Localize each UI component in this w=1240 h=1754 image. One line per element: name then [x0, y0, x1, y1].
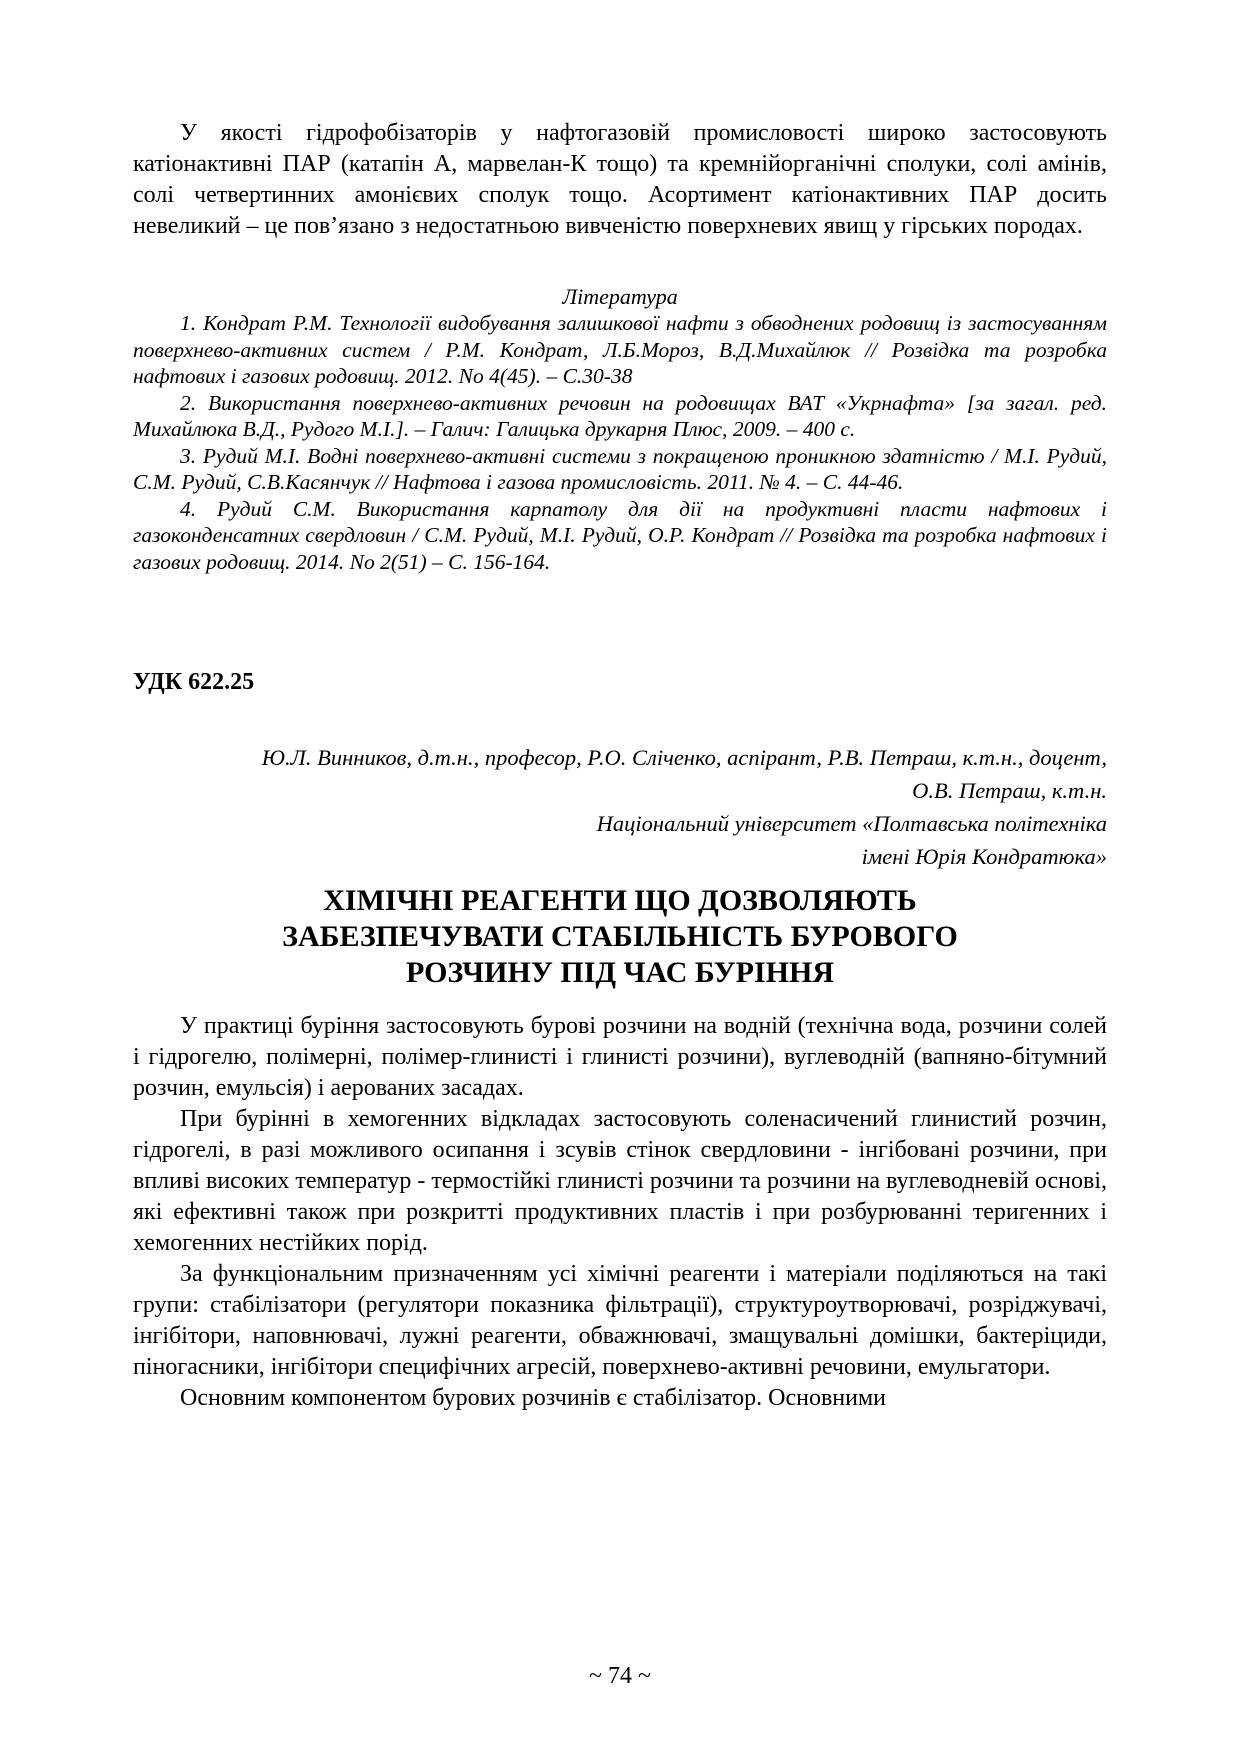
authors-line: Ю.Л. Винников, д.т.н., професор, Р.О. Сліченко, аспірант, Р.В. Петраш, к.т.н., доцент,: [261, 745, 1107, 770]
body-paragraph: Основним компонентом бурових розчинів є стабілізатор. Основними: [180, 1385, 886, 1412]
article-title-line: РОЗЧИНУ ПІД ЧАС БУРІННЯ: [405, 956, 834, 989]
article-title-line: ХІМІЧНІ РЕАГЕНТИ ЩО ДОЗВОЛЯЮТЬ: [323, 884, 917, 917]
literature-item: 2. Використання поверхнево-активних речовин на родовищах ВАТ «Укрнафта» [за загал. ред. Михайлюка В.Д., Рудого М.І.]. – Галич: Галицька друкарня Плюс, 2009. – 400 с.: [133, 390, 1107, 441]
body-paragraph: У практиці буріння застосовують бурові розчини на водній (технічна вода, розчини солей і гідрогелю, полімерні, полімер-глинисті і глинисті розчини), вуглеводній (вапняно-бітумний розчин, емульсія) і аерованих засадах.: [133, 1013, 1107, 1102]
body-paragraph: При бурінні в хемогенних відкладах застосовують соленасичений глинистий розчин, гідрогелі, в разі можливого осипання і зсувів стінок свердловини - інгібовані розчини, при впливі високих температур - термостійкі глинисті розчини та розчини на вуглеводневій основі, які ефективні також при розкритті продуктивних пластів і при розбурюванні теригенних і хемогенних нестійких порід.: [133, 1106, 1107, 1257]
intro-paragraph: У якості гідрофобізаторів у нафтогазовій промисловості широко застосовують катіонактивні ПАР (катапін А, марвелан-К тощо) та кремнійорганічні сполуки, солі амінів, солі четвертинних амонієвих сполук тощо. Асортимент катіонактивних ПАР досить невеликий – це пов’язано з недостатньою вивченістю поверхневих явищ у гірських породах.: [133, 120, 1107, 239]
article-body: [133, 1011, 1107, 1414]
affiliation-line: Національний університет «Полтавська політехніка: [596, 811, 1107, 836]
body-paragraph: За функціональним призначенням усі хімічні реагенти і матеріали поділяються на такі групи: стабілізатори (регулятори показника фільтрації), структуроутворювачі, розріджувачі, інгібітори, наповнювачі, лужні реагенти, обважнювачі, змащувальні домішки, бактеріциди, піногасники, інгібітори специфічних агресій, поверхнево-активні речовини, емульгатори.: [133, 1261, 1107, 1381]
authors-line: О.В. Петраш, к.т.н.: [912, 778, 1107, 803]
literature-item: 1. Кондрат Р.М. Технології видобування залишкової нафти з обводнених родовищ із застосуванням поверхнево-активних систем / Р.М. Кондрат, Л.Б.Мороз, В.Д.Михайлюк // Розвідка та розробка нафтових і газових родовищ. 2012. No 4(45). – С.30-38: [133, 311, 1107, 388]
literature-heading: Література: [562, 284, 678, 309]
article-title: [133, 883, 1107, 991]
literature-item: 4. Рудий С.М. Використання карпатолу для дії на продуктивні пласти нафтових і газоконденсатних свердловин / С.М. Рудий, М.І. Рудий, О.Р. Кондрат // Розвідка та розробка нафтових і газових родовищ. 2014. No 2(51) – С. 156-164.: [133, 496, 1107, 574]
udc-code: УДК 622.25: [133, 669, 255, 695]
page-number: ~ 74 ~: [589, 1663, 651, 1689]
authors-block: [133, 741, 1107, 873]
literature-item: 3. Рудий М.І. Водні поверхнево-активні системи з покращеною проникною здатністю / М.І. Рудий, С.М. Рудий, С.В.Касянчук // Нафтова і газова промисловість. 2011. № 4. – С. 44-46.: [133, 443, 1107, 494]
article-title-line: ЗАБЕЗПЕЧУВАТИ СТАБІЛЬНІСТЬ БУРОВОГО: [282, 920, 958, 953]
literature-section: [133, 284, 1107, 575]
affiliation-line: імені Юрія Кондратюка»: [861, 844, 1107, 869]
